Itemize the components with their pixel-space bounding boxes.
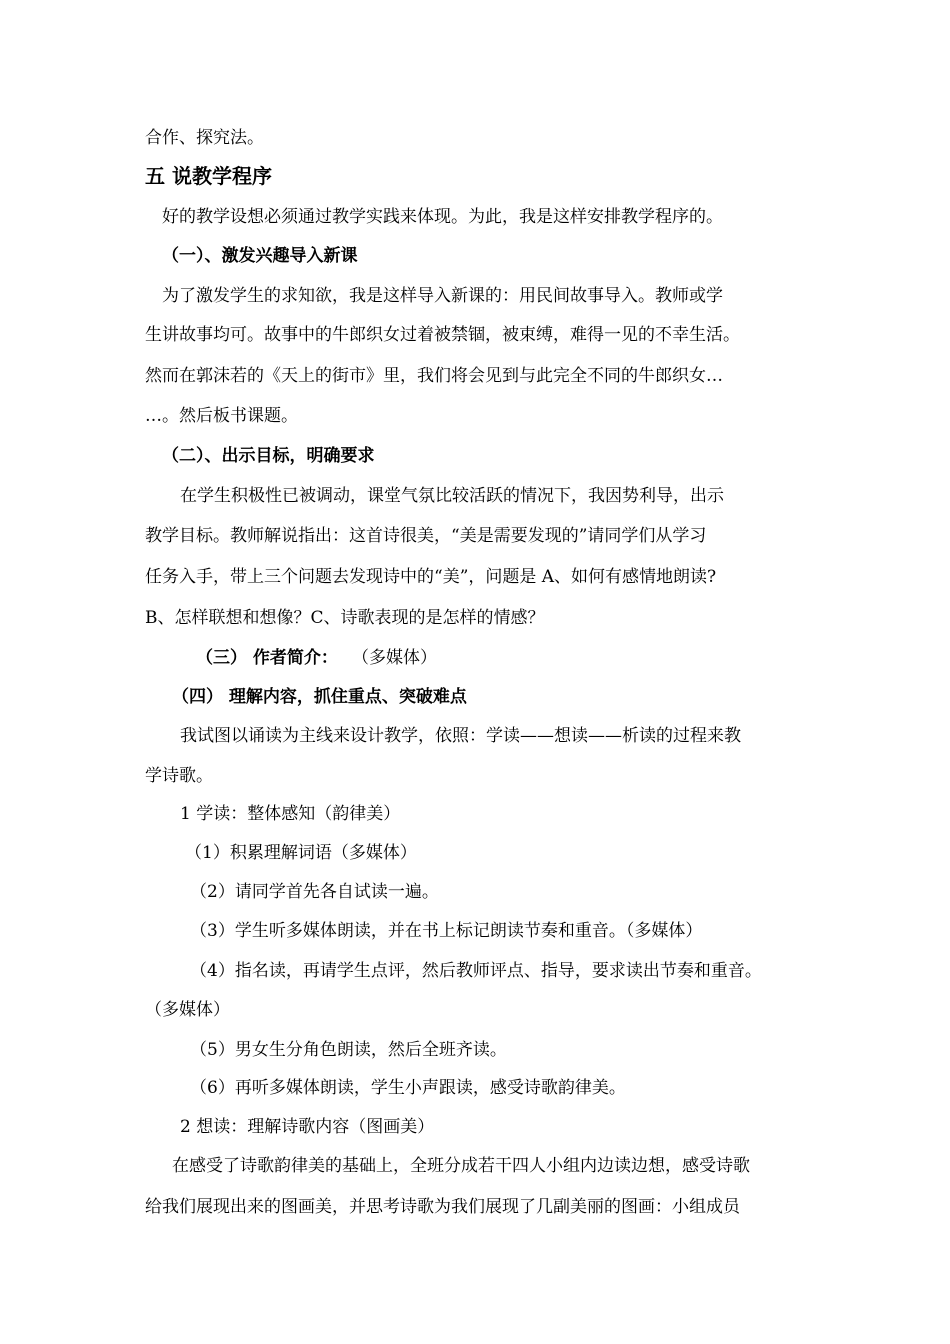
subsection-heading: （三） 作者简介：: [196, 648, 338, 668]
list-item: （6）再听多媒体朗读，学生小声跟读，感受诗歌韵律美。: [190, 1078, 626, 1098]
text-line: 好的教学设想必须通过教学实践来体现。为此，我是这样安排教学程序的。: [162, 207, 723, 227]
text-line: 合作、探究法。: [145, 128, 264, 148]
section-heading: 五 说教学程序: [145, 164, 272, 188]
subsection-heading: （四） 理解内容，抓住重点、突破难点: [172, 687, 467, 707]
text-line: 在感受了诗歌韵律美的基础上，全班分成若干四人小组内边读边想，感受诗歌: [172, 1156, 750, 1176]
text-line: 在学生积极性已被调动，课堂气氛比较活跃的情况下，我因势利导，出示: [180, 486, 724, 506]
list-item: （4）指名读，再请学生点评，然后教师评点、指导，要求读出节奏和重音。: [190, 961, 762, 981]
subsection-heading: （二）、出示目标，明确要求: [162, 446, 375, 466]
text-line: B、怎样联想和想像？C、诗歌表现的是怎样的情感？: [145, 608, 545, 628]
list-item: （3）学生听多媒体朗读，并在书上标记朗读节奏和重音。（多媒体）: [190, 921, 703, 941]
list-item: 1 学读：整体感知（韵律美）: [180, 804, 401, 824]
text-line: （多媒体）: [145, 1000, 230, 1020]
text-line: 学诗歌。: [145, 766, 213, 786]
list-item: （1）积累理解词语（多媒体）: [185, 843, 417, 863]
text-line: 为了激发学生的求知欲，我是这样导入新课的：用民间故事导入。教师或学: [162, 286, 723, 306]
subsection-heading: （一）、激发兴趣导入新课: [162, 246, 358, 266]
text-line: …。然后板书课题。: [145, 406, 298, 426]
list-item: （2）请同学首先各自试读一遍。: [190, 882, 439, 902]
text-line: 然而在郭沫若的《天上的街市》里，我们将会见到与此完全不同的牛郎织女…: [145, 366, 723, 386]
text-line: 我试图以诵读为主线来设计教学，依照：学读——想读——析读的过程来教: [180, 726, 741, 746]
list-item: 2 想读：理解诗歌内容（图画美）: [180, 1117, 435, 1137]
text-line: 生讲故事均可。故事中的牛郎织女过着被禁锢，被束缚，难得一见的不幸生活。: [145, 325, 740, 345]
list-item: （5）男女生分角色朗读，然后全班齐读。: [190, 1040, 507, 1060]
text-line: （多媒体）: [352, 648, 437, 668]
text-line: 任务入手，带上三个问题去发现诗中的“美”，问题是 A、如何有感情地朗读?: [145, 567, 717, 587]
text-line: 给我们展现出来的图画美，并思考诗歌为我们展现了几副美丽的图画：小组成员: [145, 1197, 740, 1217]
text-line: 教学目标。教师解说指出：这首诗很美，“美是需要发现的”请同学们从学习: [145, 526, 707, 546]
